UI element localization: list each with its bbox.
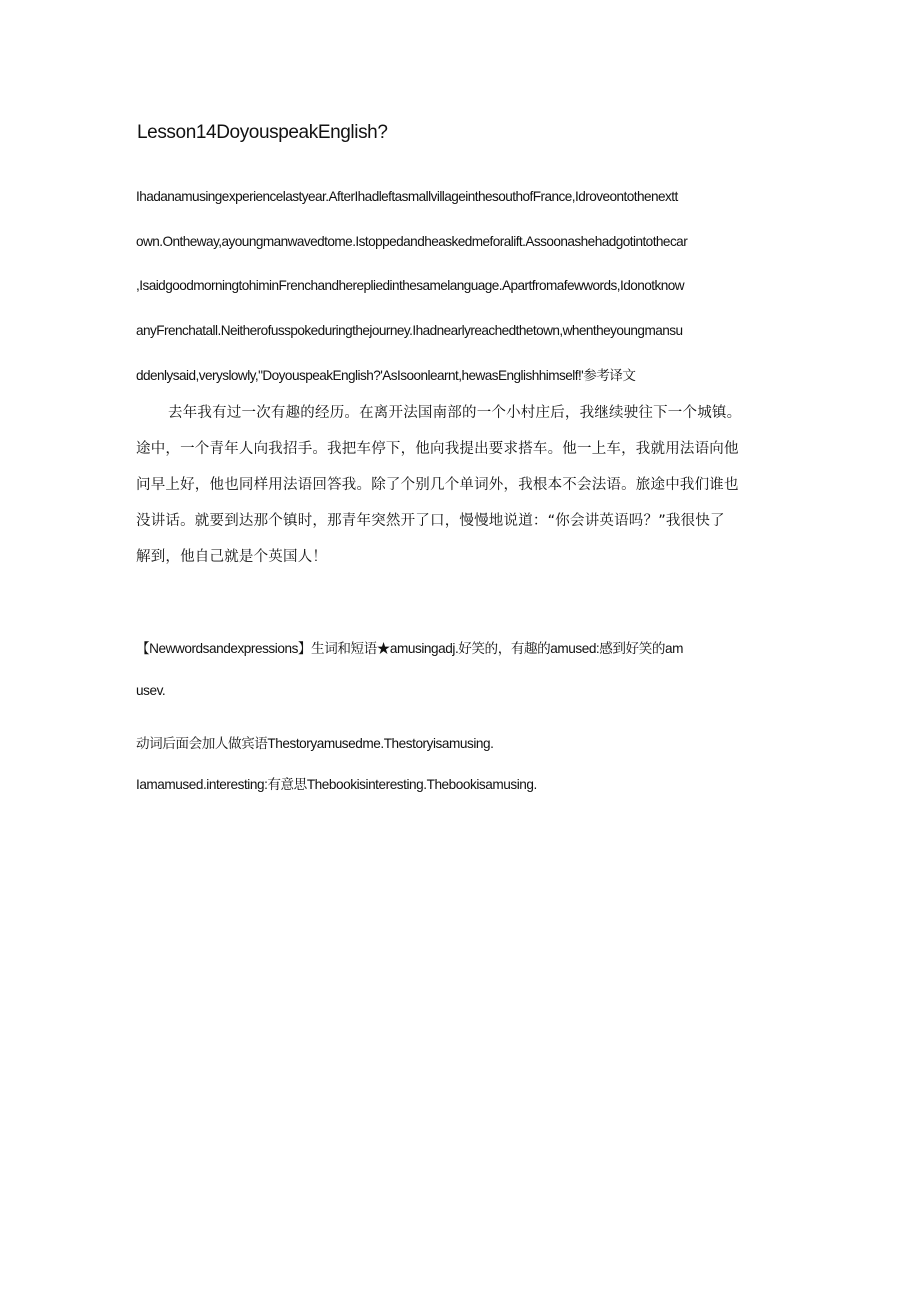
vocabulary-line: Iamamused.interesting:有意思Thebookisinteresting.Thebookisamusing. [136,777,537,792]
vocabulary-line: 动词后面会加人做宾语Thestoryamusedme.Thestoryisamusing. [136,736,494,751]
chinese-translation-line: 解到，他自己就是个英国人！ [136,549,328,565]
english-text-line: ddenlysaid,veryslowly,"DoyouspeakEnglish?'AsIsoonlearnt,hewasEnglishhimself!'参考译文 [136,368,636,383]
english-text-line: anyFrenchatall.Neitherofusspokeduringthejourney.Ihadnearlyreachedthetown,whentheyoungmansu [136,323,683,338]
chinese-translation-line: 途中，一个青年人向我招手。我把车停下，他向我提出要求搭车。他一上车，我就用法语向他 [136,441,739,457]
english-text-line: own.Ontheway,ayoungmanwavedtome.Istoppedandheaskedmeforalift.Assoonashehadgotintothecar [136,234,688,249]
chinese-translation-line: 问早上好，他也同样用法语回答我。除了个别几个单词外，我根本不会法语。旅途中我们谁也 [136,477,739,493]
chinese-translation-line: 没讲话。就要到达那个镇时，那青年突然开了口，慢慢地说道：“你会讲英语吗？”我很快了 [136,513,725,529]
lesson-title: Lesson14DoyouspeakEnglish? [137,122,388,143]
vocabulary-line: 【Newwordsandexpressions】生词和短语★amusingadj.好笑的，有趣的amused:感到好笑的am [136,641,683,656]
english-text-line: ,IsaidgoodmorningtohiminFrenchandherepliedinthesamelanguage.Apartfromafewwords,Idonotknow [136,278,685,293]
english-text-line: Ihadanamusingexperiencelastyear.AfterIhadleftasmallvillageinthesouthofFrance,Idroveontothenextt [136,189,678,204]
vocabulary-line: usev. [136,683,166,698]
chinese-translation-line: 去年我有过一次有趣的经历。在离开法国南部的一个小村庄后，我继续驶往下一个城镇。 [168,405,742,421]
